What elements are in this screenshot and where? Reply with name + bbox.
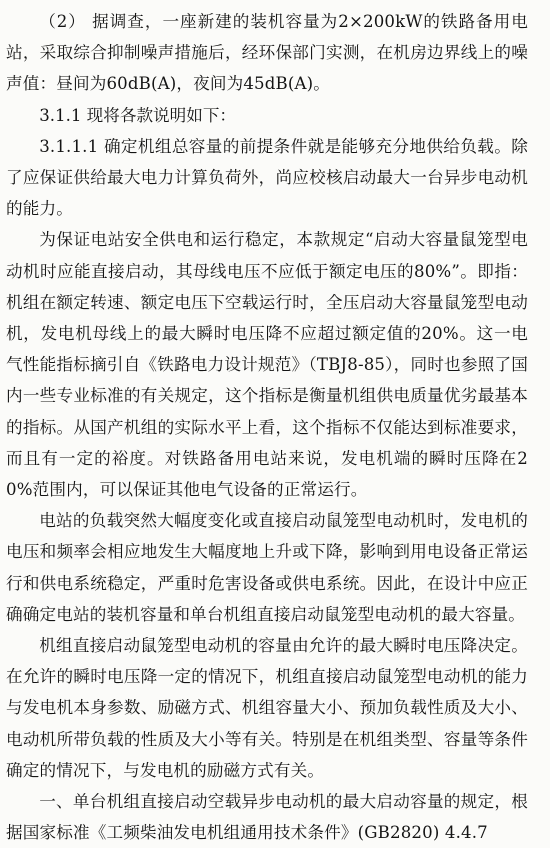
paragraph-motor-start-capacity: 机组直接启动鼠笼型电动机的容量由允许的最大瞬时电压降决定。在允许的瞬时电压降一定的情况下，机组直接启动鼠笼型电动机的能力与发电机本身参数、励磁方式、机组容量大小、预加负载性质及大小、电动机所带负载的性质及大小等有关。特别是在机组类型、容量等条件确定的情况下，与发电机的励磁方式有关。 [6,636,528,780]
paragraph-load-change-effect: 电站的负载突然大幅度变化或直接启动鼠笼型电动机时，发电机的电压和频率会相应地发生大幅度地上升或下降，影响到用电设备正常运行和供电系统稳定，严重时危害设备或供电系统。因此，在设计中应正确确定电站的装机容量和单台机组直接启动鼠笼型电动机的最大容量。 [6,511,528,624]
paragraph-noise-survey: （2） 据调查，一座新建的装机容量为2×200kW的铁路备用电站，采取综合抑制噪声措施后，经环保部门实测，在机房边界线上的噪声值：昼间为60dB(A)，夜间为45dB(A)。 [6,12,528,94]
paragraph-3-1-1-1: 3.1.1.1 确定机组总容量的前提条件就是能够充分地供给负载。除了应保证供给最大电力计算负荷外，尚应校核启动最大一台异步电动机的能力。 [6,136,528,219]
section-heading-3-1-1: 3.1.1 现将各款说明如下： [39,105,237,125]
paragraph-single-unit-start-rule: 一、单台机组直接启动空载异步电动机的最大启动容量的规定，根据国家标准《工频柴油发电机组通用技术条件》(GB2820) 4.4.7 [6,792,528,843]
paragraph-voltage-drop-rule: 为保证电站安全供电和运行稳定，本款规定“启动大容量鼠笼型电动机时应能直接启动，其母线电压不应低于额定电压的80%”。即指：机组在额定转速、额定电压下空载运行时，全压启动大容量鼠笼型电动机，发电机母线上的最大瞬时电压降不应超过额定值的20%。这一电气性能指标摘引自《铁路电力设计规范》（TBJ8-85），同时也参照了国内一些专业标准的有关规定，这个指标是衡量机组供电质量优劣最基本的指标。从国产机组的实际水平上看，这个指标不仅能达到标准要求，而且有一定的裕度。对铁路备用电站来说，发电机端的瞬时压降在20%范围内，可以保证其他电气设备的正常运行。 [6,230,528,500]
